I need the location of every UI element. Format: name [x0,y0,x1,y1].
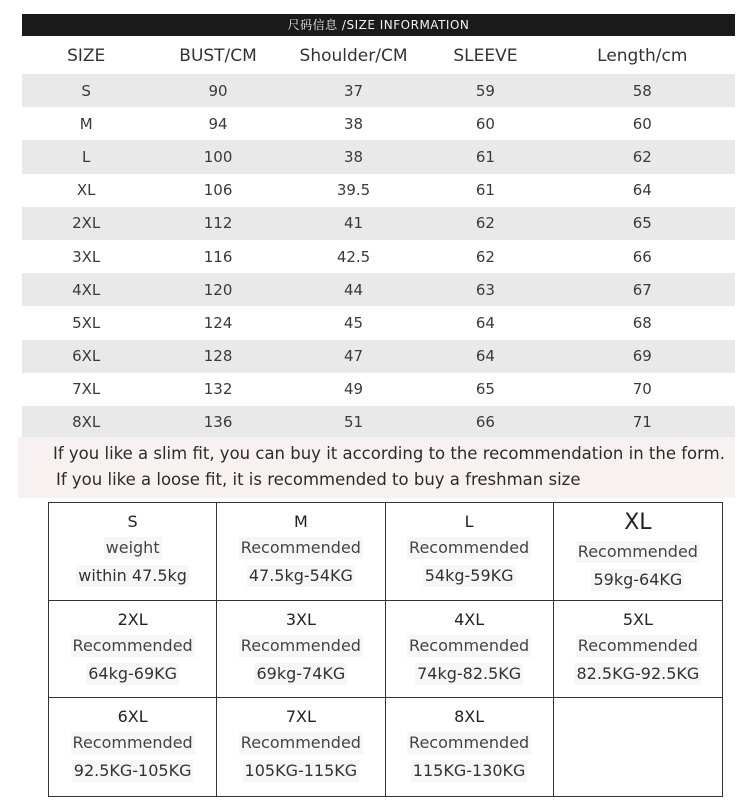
size-table-header-row [22,38,735,74]
recommendation-label: Recommended [409,538,530,557]
recommendation-size: 3XL [285,609,316,629]
table-row [22,207,735,240]
cell-size: 7XL [22,373,150,406]
cell-length: 64 [550,174,735,207]
cell-bust: 106 [150,174,285,207]
cell-sleeve: 62 [421,240,549,273]
cell-shoulder: 44 [286,273,421,306]
recommendation-size: M [293,512,308,531]
table-row [22,74,735,107]
recommendation-cell [554,503,722,601]
recommendation-cell [554,601,722,699]
table-row [22,107,735,140]
cell-shoulder: 45 [286,306,421,339]
recommendation-label: Recommended [72,733,193,753]
recommendation-size: 7XL [285,707,316,727]
recommendation-weight-range: 105KG-115KG [244,761,358,781]
cell-shoulder: 41 [286,207,421,240]
recommendation-label: Recommended [577,542,698,561]
recommendation-weight-range: within 47.5kg [78,566,187,585]
recommendation-weight-range: 92.5KG-105KG [73,761,192,781]
table-row [22,340,735,373]
recommendation-weight-range: 69kg-74KG [256,663,346,683]
recommendation-size: 2XL [117,609,148,629]
recommendation-label: Recommended [240,538,361,557]
cell-bust: 94 [150,107,285,140]
cell-length: 70 [550,373,735,406]
recommendation-cell [386,503,554,601]
cell-bust: 90 [150,74,285,107]
cell-sleeve: 61 [421,174,549,207]
cell-shoulder: 37 [286,74,421,107]
recommendation-cell [217,503,385,601]
cell-sleeve: 65 [421,373,549,406]
cell-length: 71 [550,406,735,439]
recommendation-label: weight [105,538,160,557]
recommendation-size: XL [624,510,652,535]
recommendation-cell [217,698,385,796]
cell-length: 67 [550,273,735,306]
cell-bust: 100 [150,140,285,173]
cell-shoulder: 49 [286,373,421,406]
cell-sleeve: 62 [421,207,549,240]
cell-sleeve: 66 [421,406,549,439]
cell-shoulder: 39.5 [286,174,421,207]
cell-size: M [22,107,150,140]
header-size: SIZE [22,38,150,74]
cell-shoulder: 38 [286,107,421,140]
cell-shoulder: 51 [286,406,421,439]
recommendation-size: 6XL [117,707,148,727]
table-row [22,140,735,173]
recommendation-label: Recommended [240,733,361,753]
cell-size: 8XL [22,406,150,439]
recommendation-label: Recommended [409,635,530,655]
cell-bust: 132 [150,373,285,406]
cell-size: XL [22,174,150,207]
table-row [22,373,735,406]
cell-bust: 116 [150,240,285,273]
size-table-body [22,74,735,439]
cell-length: 66 [550,240,735,273]
fit-note-line-1: If you like a slim fit, you can buy it according to the recommendation in the form. [53,444,725,463]
fit-note-line-2: If you like a loose fit, it is recommended to buy a freshman size [56,470,581,489]
cell-size: 3XL [22,240,150,273]
cell-size: S [22,74,150,107]
cell-bust: 112 [150,207,285,240]
table-row [22,240,735,273]
cell-length: 65 [550,207,735,240]
cell-size: 5XL [22,306,150,339]
recommendation-size: L [464,512,474,531]
cell-length: 60 [550,107,735,140]
cell-size: 6XL [22,340,150,373]
cell-sleeve: 60 [421,107,549,140]
recommendation-weight-range: 74kg-82.5KG [417,663,522,683]
recommendation-label: Recommended [72,635,193,655]
table-row [22,273,735,306]
recommendation-size: 5XL [622,609,653,629]
recommendation-cell [386,601,554,699]
recommendation-label: Recommended [409,733,530,753]
fit-note [18,437,735,498]
recommendation-label: Recommended [240,635,361,655]
recommendation-cell [49,503,217,601]
cell-bust: 124 [150,306,285,339]
recommendation-label: Recommended [577,635,698,655]
cell-shoulder: 47 [286,340,421,373]
recommendation-cell [386,698,554,796]
cell-bust: 136 [150,406,285,439]
recommendation-cell [49,601,217,699]
cell-size: 4XL [22,273,150,306]
recommendation-size: S [127,512,138,531]
recommendation-size: 8XL [454,707,485,727]
weight-recommendation-grid [48,502,723,797]
recommendation-cell [49,698,217,796]
cell-sleeve: 59 [421,74,549,107]
cell-size: 2XL [22,207,150,240]
recommendation-weight-range: 82.5KG-92.5KG [576,663,700,683]
table-row [22,406,735,439]
cell-length: 62 [550,140,735,173]
size-information-banner: 尺码信息 /SIZE INFORMATION [22,14,735,36]
header-bust: BUST/CM [150,38,285,74]
recommendation-cell [217,601,385,699]
cell-sleeve: 63 [421,273,549,306]
cell-bust: 120 [150,273,285,306]
cell-length: 58 [550,74,735,107]
recommendation-weight-range: 115KG-130KG [412,761,526,781]
cell-shoulder: 38 [286,140,421,173]
recommendation-weight-range: 59kg-64KG [593,570,683,589]
cell-sleeve: 64 [421,306,549,339]
empty-cell [554,698,722,796]
header-sleeve: SLEEVE [421,38,549,74]
cell-shoulder: 42.5 [286,240,421,273]
cell-size: L [22,140,150,173]
recommendation-weight-range: 54kg-59KG [424,566,514,585]
header-length: Length/cm [550,38,735,74]
cell-bust: 128 [150,340,285,373]
recommendation-size: 4XL [454,609,485,629]
size-table [22,38,735,439]
recommendation-weight-range: 47.5kg-54KG [248,566,353,585]
cell-length: 69 [550,340,735,373]
cell-sleeve: 64 [421,340,549,373]
table-row [22,174,735,207]
cell-length: 68 [550,306,735,339]
header-shoulder: Shoulder/CM [286,38,421,74]
recommendation-weight-range: 64kg-69KG [88,663,178,683]
table-row [22,306,735,339]
cell-sleeve: 61 [421,140,549,173]
